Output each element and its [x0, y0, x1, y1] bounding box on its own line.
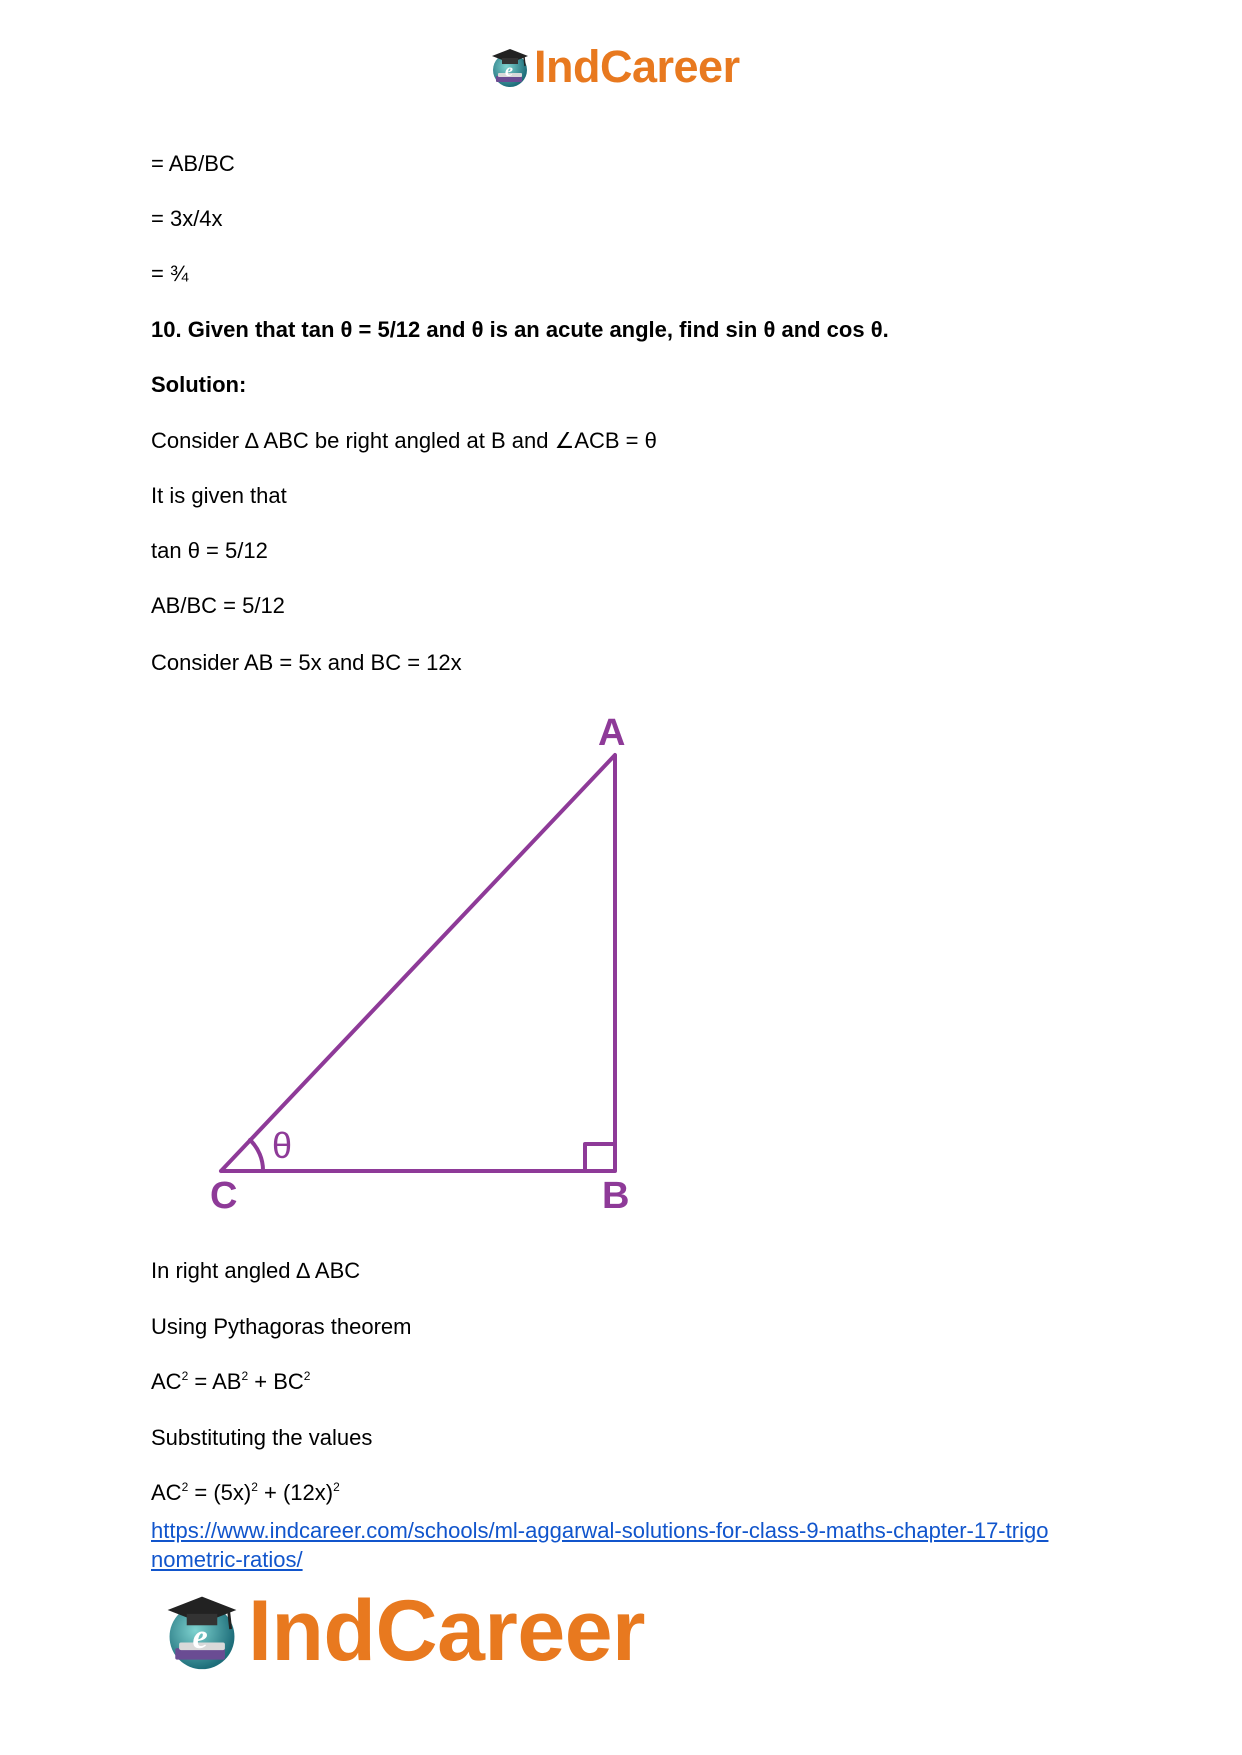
equation-substituted: $AC^2 = (5x)^2 + (12x)^2$ — [151, 1480, 340, 1505]
footer-logo-text: IndCareer — [248, 1583, 645, 1679]
text-line: = AB/BC — [151, 151, 235, 176]
graduation-globe-icon — [160, 1590, 244, 1672]
question-heading: 10. Given that tan θ = 5/12 and θ is an acute angle, find sin θ and cos θ. — [151, 317, 889, 342]
svg-text:e: e — [192, 1618, 208, 1657]
source-url-line-1[interactable]: https://www.indcareer.com/schools/ml-aggarwal-solutions-for-class-9-maths-chapter-17-trigo — [151, 1518, 1049, 1543]
text-line: In right angled ∆ ABC — [151, 1258, 361, 1283]
right-triangle-diagram — [190, 700, 650, 1220]
vertex-label-a: A — [598, 712, 626, 754]
text-line: Consider AB = 5x and BC = 12x — [151, 650, 462, 675]
triangle-sides — [221, 755, 615, 1171]
angle-arc — [250, 1140, 263, 1171]
text-line: = ¾ — [151, 261, 189, 286]
footer-logo — [160, 1583, 645, 1679]
source-url-line-2[interactable]: nometric-ratios/ — [151, 1547, 303, 1572]
header-logo-text: IndCareer — [534, 41, 740, 92]
triangle-outline — [221, 755, 615, 1171]
angle-label-theta: θ — [272, 1125, 293, 1166]
text-line: Substituting the values — [151, 1425, 373, 1450]
header-logo — [488, 41, 740, 92]
text-line: = 3x/4x — [151, 206, 223, 231]
text-line: tan θ = 5/12 — [151, 538, 268, 563]
vertex-label-b: B — [602, 1175, 630, 1217]
vertex-label-c: C — [210, 1175, 238, 1217]
right-angle-marker — [585, 1144, 615, 1171]
text-line: It is given that — [151, 483, 287, 508]
svg-text:e: e — [505, 59, 513, 80]
equation-pythagoras: $AC^2 = AB^2 + BC^2$ — [151, 1369, 311, 1394]
source-url-link[interactable] — [151, 1516, 1048, 1574]
text-line: Using Pythagoras theorem — [151, 1314, 412, 1339]
text-line: AB/BC = 5/12 — [151, 593, 285, 618]
text-line: Consider ∆ ABC be right angled at B and ∠ACB = θ — [151, 428, 657, 453]
graduation-globe-icon — [488, 46, 532, 88]
solution-heading: Solution: — [151, 372, 247, 397]
